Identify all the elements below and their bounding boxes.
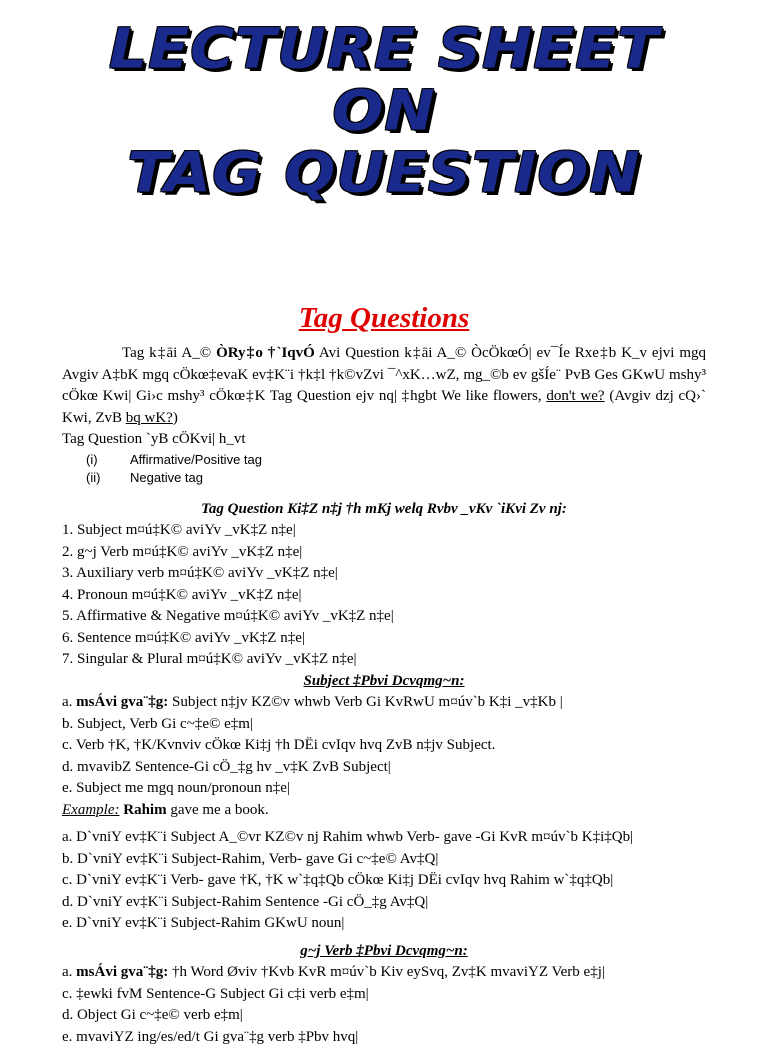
intro-example-tag: don't we? <box>546 388 604 404</box>
types-list-item <box>62 469 706 487</box>
banner-line-3: TAG QUESTION <box>0 144 768 201</box>
types-item-number: (ii) <box>62 469 130 487</box>
intro-bold-term: ÒRy‡o †`IqvÓ <box>216 345 315 361</box>
types-item-label: Affirmative/Positive tag <box>130 451 262 469</box>
rules-heading: Tag Question Ki‡Z n‡j †h mKj welq Rvbv _vKv `iKvi Zv nj: <box>62 499 706 521</box>
banner-line-2: ON <box>0 82 768 139</box>
rules-list-item: 2. g~j Verb m¤ú‡K© aviYv _vK‡Z n‡e| <box>62 542 706 564</box>
subject-list-item: e. Subject me mgq noun/pronoun n‡e| <box>62 778 706 800</box>
verb-a-text: †h Word Øviv †Kvb KvR m¤úv`b Kiv eySvq, Zv‡K mvaviYZ Verb e‡j| <box>168 964 605 980</box>
intro-text-a: Tag k‡āi A_© <box>122 345 216 361</box>
document-body <box>62 343 706 1048</box>
example-list-item: b. D`vniY ev‡K¨i Subject-Rahim, Verb- gave Gi c~‡e© Av‡Q| <box>62 849 706 871</box>
intro-text-c: Avi Question k‡āi A_© ÒcÖkœÓ| ev¯Íe Rxe‡b K_v ejvi mgq Avgiv A‡bK mgq cÖkœ‡evaK ev‡K¨i †k‡l †k©vZvi ¯^xK…wZ, mg_©b ev gšÍe¨ PvB Ges GKwU mshy³ cÖkœ Kwi| Gi›c mshy³ cÖkœ‡K Tag Question ejv nq| ‡hgbt We like flowers, <box>62 345 706 404</box>
verb-a-bold: msÁvi gva¨‡g: <box>76 964 168 980</box>
rules-list-item: 3. Auxiliary verb m¤ú‡K© aviYv _vK‡Z n‡e| <box>62 563 706 585</box>
example-line <box>62 800 706 822</box>
types-item-number: (i) <box>62 451 130 469</box>
intro-translation-tag: bq wK? <box>126 410 173 426</box>
subject-list-item: a. msÁvi gva¨‡g: Subject n‡jv KZ©v whwb Verb Gi KvRwU m¤úv`b K‡i _v‡Kb | <box>62 692 706 714</box>
rules-list-item: 1. Subject m¤ú‡K© aviYv _vK‡Z n‡e| <box>62 520 706 542</box>
example-label: Example: <box>62 802 119 818</box>
verb-heading: g~j Verb ‡Pbvi Dcvqmg~n: <box>62 941 706 963</box>
example-list-item: d. D`vniY ev‡K¨i Subject-Rahim Sentence -Gi cÖ_‡g Av‡Q| <box>62 892 706 914</box>
subject-list-item: d. mvavibZ Sentence-Gi cÖ_‡g hv _v‡K ZvB Subject| <box>62 757 706 779</box>
subject-list-item: c. Verb †K, †K/Kvnviv cÖkœ Ki‡j †h DËi cvIqv hvq ZvB n‡jv Subject. <box>62 735 706 757</box>
verb-list-item: a. msÁvi gva¨‡g: †h Word Øviv †Kvb KvR m¤úv`b Kiv eySvq, Zv‡K mvaviYZ Verb e‡j| <box>62 962 706 984</box>
types-list-item <box>62 451 706 469</box>
verb-list-item: d. Object Gi c~‡e© verb e‡m| <box>62 1005 706 1027</box>
verb-list-item: e. mvaviYZ ing/es/ed/t Gi gva¨‡g verb ‡Pbv hvq| <box>62 1027 706 1048</box>
types-intro: Tag Question `yB cÖKvi| h_vt <box>62 429 706 451</box>
example-list <box>62 827 706 935</box>
types-item-label: Negative tag <box>130 469 203 487</box>
example-sentence: gave me a book. <box>167 802 269 818</box>
rules-list-item: 5. Affirmative & Negative m¤ú‡K© aviYv _vK‡Z n‡e| <box>62 606 706 628</box>
banner-title <box>0 18 768 204</box>
section-title: Tag Questions <box>0 302 768 335</box>
subject-a-text: Subject n‡jv KZ©v whwb Verb Gi KvRwU m¤úv`b K‡i _v‡Kb | <box>168 694 563 710</box>
example-list-item: a. D`vniY ev‡K¨i Subject A_©vr KZ©v nj Rahim whwb Verb- gave -Gi KvR m¤úv`b K‡i‡Qb| <box>62 827 706 849</box>
example-list-item: c. D`vniY ev‡K¨i Verb- gave †K, †K w`‡q‡Qb cÖkœ Ki‡j DËi cvIqv hvq Rahim w`‡q‡Qb| <box>62 870 706 892</box>
rules-list-item: 4. Pronoun m¤ú‡K© aviYv _vK‡Z n‡e| <box>62 585 706 607</box>
example-list-item: e. D`vniY ev‡K¨i Subject-Rahim GKwU noun| <box>62 913 706 935</box>
verb-list <box>62 962 706 1048</box>
rules-list-item: 6. Sentence m¤ú‡K© aviYv _vK‡Z n‡e| <box>62 628 706 650</box>
intro-text-g: ) <box>173 410 178 426</box>
rules-list <box>62 520 706 671</box>
intro-paragraph <box>62 343 706 429</box>
example-subject: Rahim <box>123 802 166 818</box>
intro-text-e: (Avgiv dzj cQ›` Kwi, ZvB <box>62 388 706 426</box>
subject-list-item: b. Subject, Verb Gi c~‡e© e‡m| <box>62 714 706 736</box>
rules-list-item: 7. Singular & Plural m¤ú‡K© aviYv _vK‡Z n‡e| <box>62 649 706 671</box>
banner-line-1: LECTURE SHEET <box>0 20 768 77</box>
subject-list <box>62 692 706 800</box>
subject-a-bold: msÁvi gva¨‡g: <box>76 694 168 710</box>
verb-list-item: c. ‡ewki fvM Sentence-G Subject Gi c‡i verb e‡m| <box>62 984 706 1006</box>
types-list <box>62 451 706 487</box>
subject-heading: Subject ‡Pbvi Dcvqmg~n: <box>62 671 706 693</box>
